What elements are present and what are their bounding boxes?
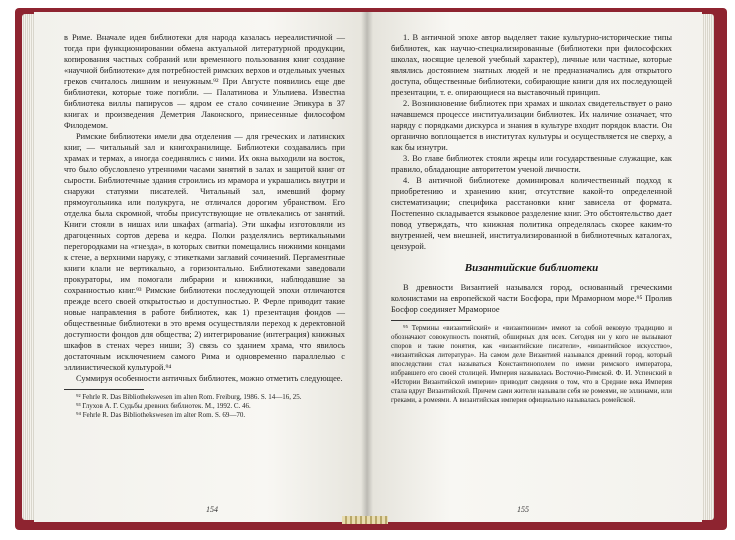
footnote: ⁹² Fehrle R. Das Bibliothekswesen im alten Rom. Freiburg, 1986. S. 14—16, 25.	[76, 393, 302, 401]
page-number: 155	[517, 505, 529, 514]
footnote: ⁹³ Глухов А. Г. Судьбы древних библиотек. М., 1992. С. 46.	[76, 402, 251, 410]
body-paragraph: 3. Во главе библиотек стояли жрецы или государственные служащие, как правило, обладающие авторитетом ученой личности.	[391, 154, 672, 174]
book-spine-shadow	[361, 12, 373, 522]
footnote-divider	[391, 320, 471, 321]
bookmark-ribbon	[342, 516, 388, 524]
page-number: 154	[206, 505, 218, 514]
body-paragraph: Суммируя особенности античных библиотек, можно отметить следующее.	[76, 374, 343, 383]
footnote: ⁹⁴ Fehrle R. Das Bibliothekswesen im alter Rom. S. 69—70.	[76, 411, 246, 419]
footnote-divider	[64, 389, 144, 390]
body-paragraph: Римские библиотеки имели два отделения — для греческих и латинских книг, — читальный зал и книгохранилище. Библиотеки создавались при храмах и термах, а иногда соединялись с ними. Их окна выходили на восток, что было обусловлено утренними часами занятий в залах и защитой книг от сырости. Библиотечные здания строились из мрамора и украшались внутри и снаружи статуями писателей. Читальный зал, имевший форму прямоугольника или полукруга, не отличался дорогим убранством. Его отделка была скромной, чтобы присутствующие не отвлекались от занятий. Книги стояли в нишах или шкафах (armaria). Эти шкафы изготовляли из драгоценных сортов дерева и кедра. Полки разделялись вертикальными перегородками на «гнезда», в которых свитки помещались нижними концами к стене, а верхними наружу, с этикетками заглавий сочинений. Пергаментные книги клали не вертикально, а горизонтально. Библиотеками заведовали прокураторы, им помогали либрарии и книжники, наблюдавшие за сохранностью книг.⁹³ Римские библиотеки последующей эпохи отличаются прежде всего своей открытостью и доступностью. Р. Ферле приводит такие новые направления в работе библиотек, как 1) презентация фондов — общественные библиотеки в это время осуществляли переход к деректовной доступности фондов для общества; 2) интегрирование (интеграция) книжных шкафов в стенах через ниши; 3) связь со зданием храма, что явилось достаточным исключением самого Рима и одновременно параллелью с эллинистической культурой.⁹⁴	[64, 132, 345, 372]
footnote: ⁹⁵ Термины «византийский» и «византинизм» имеют за собой вековую традицию и обозначают совокупность понятий, обширных для всех. Сегодня ни у кого не вызывают споров и такие понятия, как «византийские писатели», «византийское искусство», «византийская литература». На самом деле Византией назывался древний город, который впоследствии стал называться Константинополем по имени римского императора, избравшего его своей столицей. Империя называлась Восточно-Римской. Ф. И. Успенский в «Истории Византийской империи» приводит сведения о том, что в Средние века Империя стала вдруг Византийской. Причем сами жители называли себя не ромеями, не эллинами, или греками, а ромеями. А византийская империя официально называлась ромейской.	[391, 324, 672, 404]
body-paragraph: 1. В античной эпохе автор выделяет такие культурно-исторические типы библиотек, как научно-специализированные (библиотеки при философских школах, носящие целевой учебный характер), личные или частные, которые являлись достоянием знатных людей и не предназначались для открытого доступа, общественные библиотеки, собирающие книги для их последующей презентации, т. е. опирающиеся на выставочный принцип.	[391, 33, 672, 97]
page-edges-right	[700, 14, 714, 520]
body-paragraph: в Риме. Вначале идея библиотеки для народа казалась нереалистичной — тогда при функционировании обмена актуальной литературной продукции, копирования частных собраний или временного пользования книг создание «научной библиотеки» для потребностей римских верхов и отдельных ученых греков считалось лишним и ненужным.⁹² При Августе появились еще две библиотеки, которые тоже погибли. — Палатинова и Ульпиева. Известна библиотека виллы папирусов — ядром ее стало сочинение Эпикура в 37 книгах и произведения Деметрия Лаконского, принесенные философом Филодемом.	[64, 33, 345, 130]
right-page	[367, 12, 702, 522]
body-paragraph: 4. В античной библиотеке доминировал количественный подход к приобретению и хранению книг, отсутствие какой-то определенной систематизации; специфика расстановки книг зависела от формата. Постепенно складывается языковое разделение книг. Это обстоятельство дает повод утверждать, что книжная политика определялась скорее каким-то внутренней, чем внешней, институализированной в библиотечных каталогах, цензурой.	[391, 176, 672, 251]
section-heading: Византийские библиотеки	[464, 262, 599, 274]
left-page	[34, 12, 367, 522]
body-paragraph: 2. Возникновение библиотек при храмах и школах свидетельствует о рано начавшемся процессе институализации библиотек. Их наличие означает, что наряду с порядками дискурса и знания в культуре входит порядок власти. Он органично воплощается в институтах культуры и осуществляется не сверху, а как бы изнутри.	[391, 99, 672, 152]
body-paragraph: В древности Византией назывался город, основанный греческими колонистами на европейской части Босфора, при Мраморном море.⁹⁵ Пролив Босфор соединяет Мраморное	[391, 283, 672, 314]
